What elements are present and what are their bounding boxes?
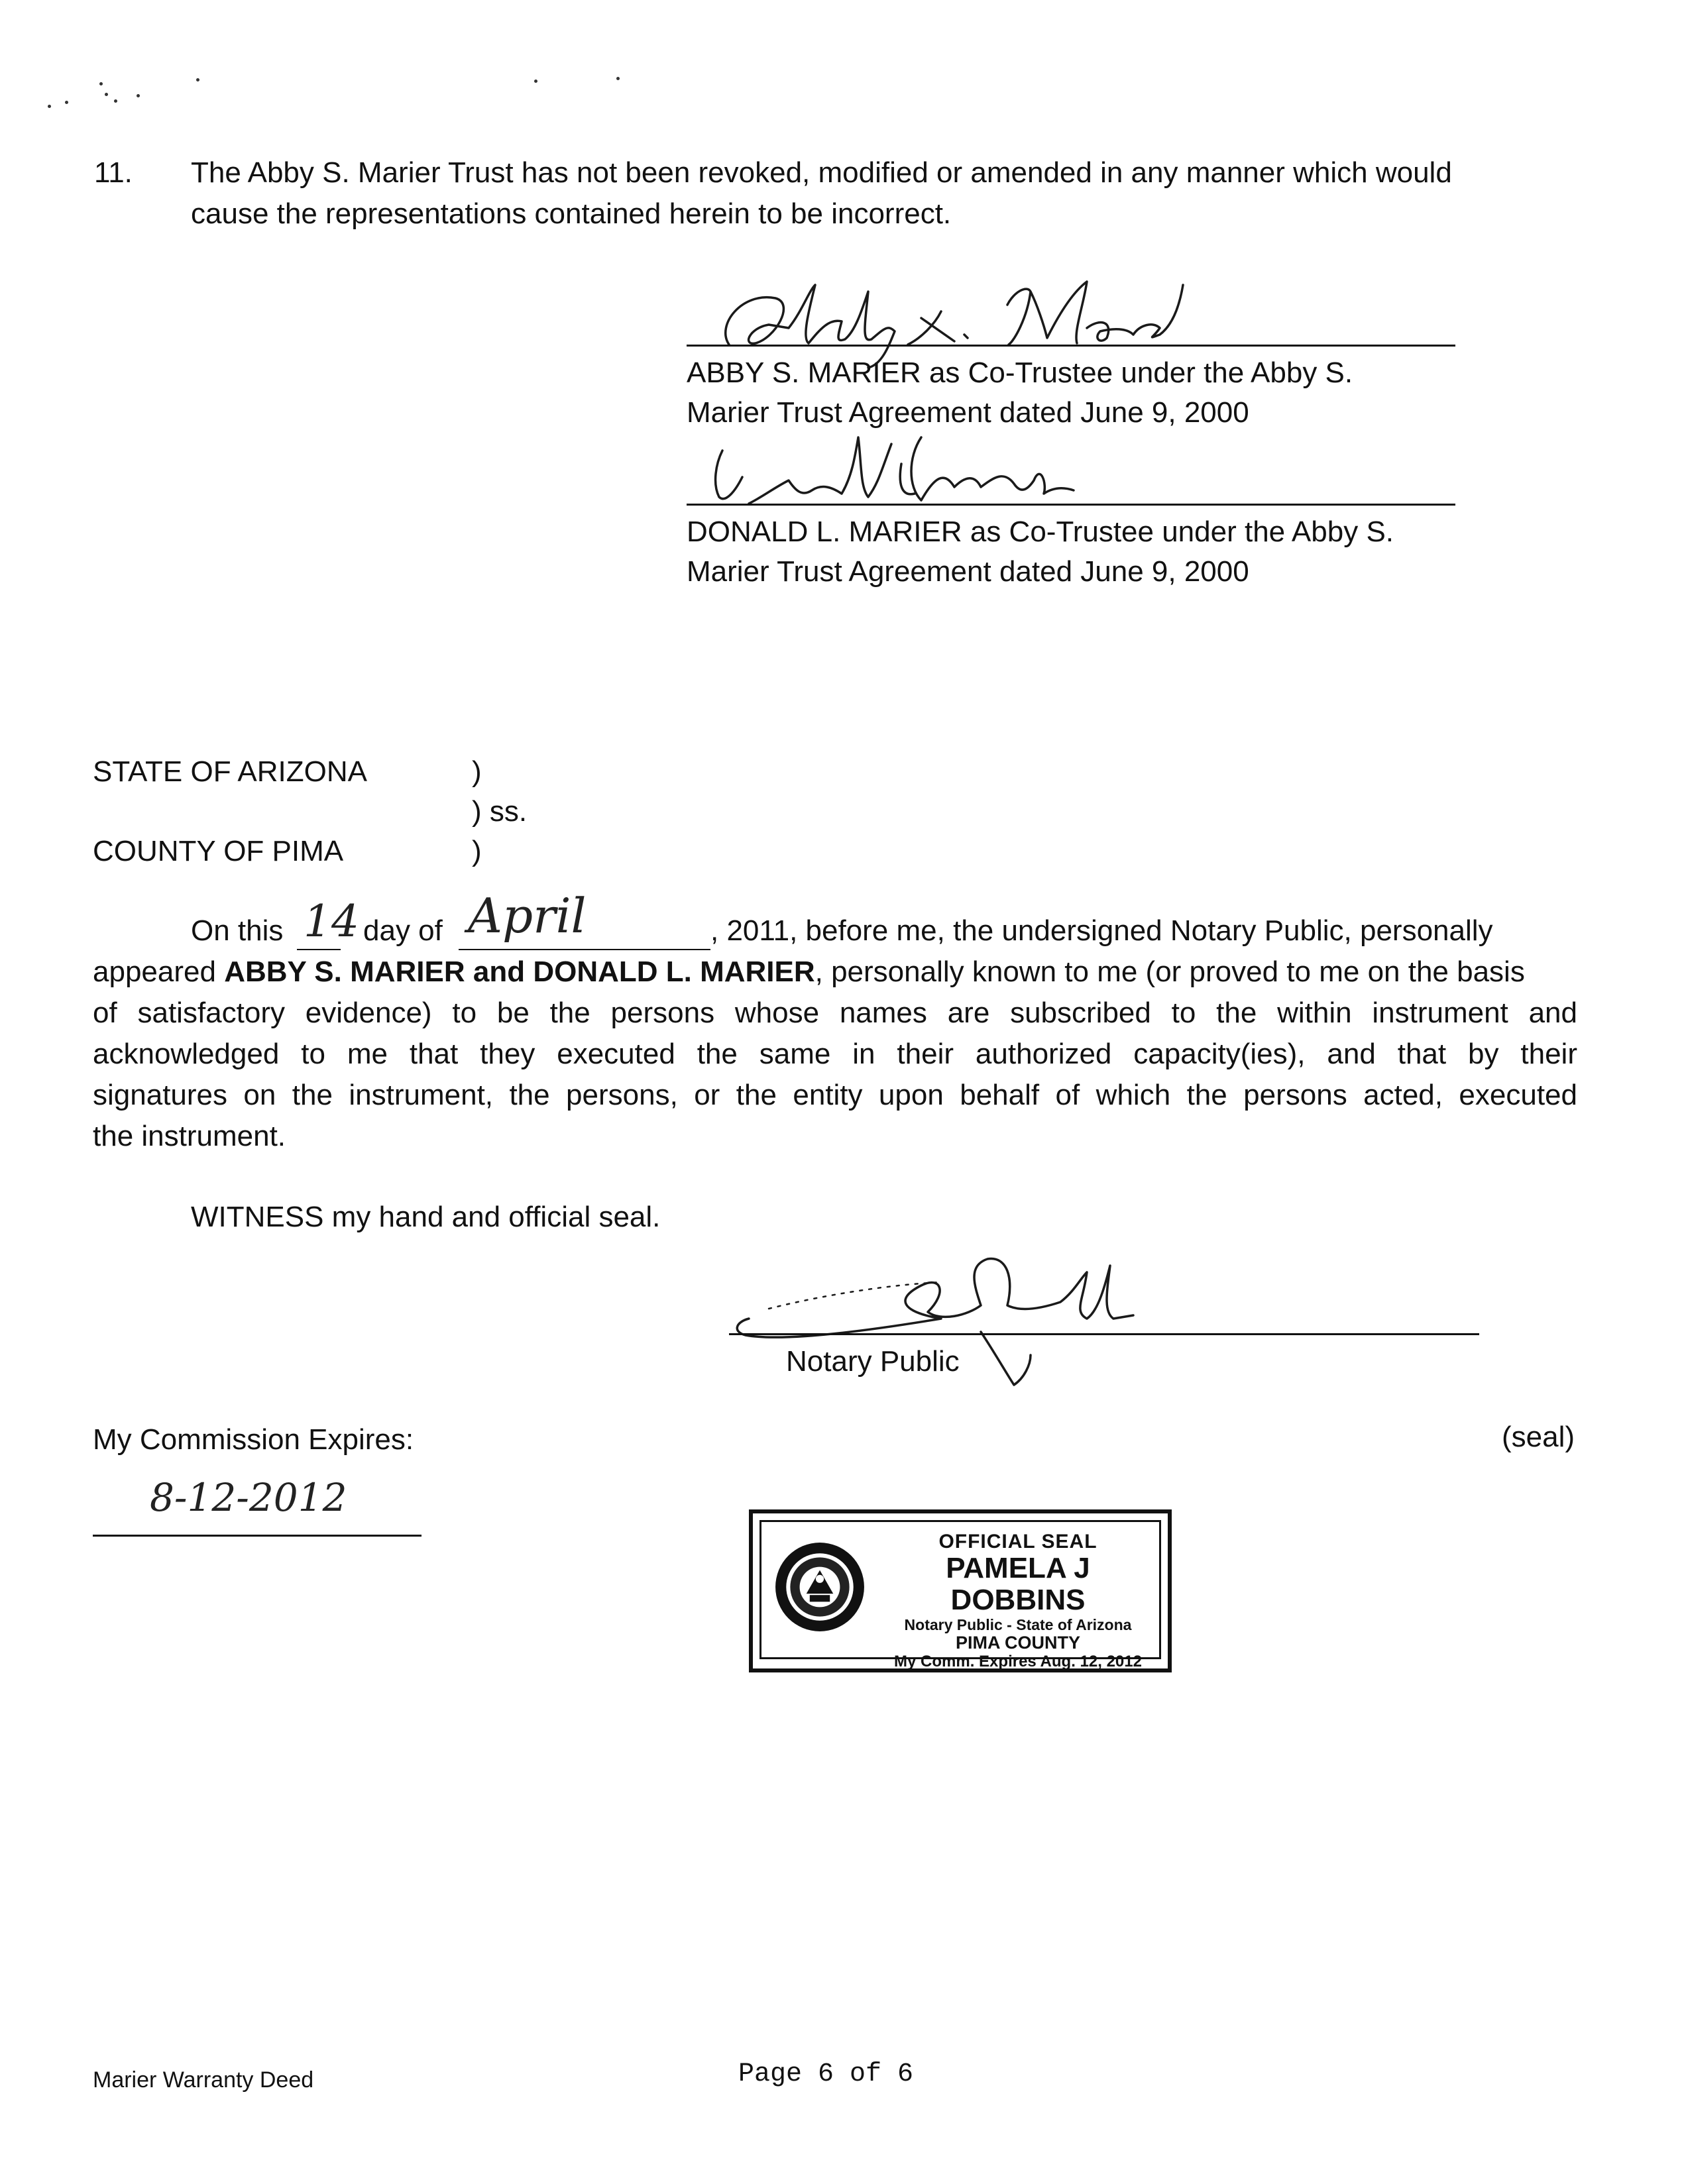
abby-signatory-line-1: ABBY S. MARIER as Co-Trustee under the Abby S. [687,356,1353,389]
ack-day-handwritten: 14 [304,896,359,947]
commission-date-handwritten: 8-12-2012 [150,1475,347,1520]
clause-text-line-1: The Abby S. Marier Trust has not been revoked, modified or amended in any manner which would [191,156,1452,189]
stamp-notary-state: Notary Public - State of Arizona [904,1615,1132,1633]
commission-date-line [93,1535,422,1537]
venue-county: COUNTY OF PIMA [93,835,344,867]
ack-line-2-tail: , personally known to me (or proved to me on the basis [815,956,1525,988]
stamp-expiration: My Comm. Expires Aug. 12, 2012 [894,1652,1142,1670]
ack-line-5: signatures on the instrument, the persons, or the entity upon behalf of which the persons acted, executed [93,1079,1577,1111]
ack-month-handwritten: April [468,888,587,944]
ack-on-this: On this [191,914,284,947]
abby-signatory-line-2: Marier Trust Agreement dated June 9, 2000 [687,396,1249,429]
stamp-title: OFFICIAL SEAL [938,1531,1097,1553]
donald-signature [702,424,1299,523]
donald-signatory-line-2: Marier Trust Agreement dated June 9, 2000 [687,555,1249,588]
stamp-name: PAMELA J DOBBINS [946,1552,1090,1617]
ack-line-4: acknowledged to me that they executed the same in their authorized capacity(ies), and that by their [93,1038,1577,1070]
ack-line-1-tail: , 2011, before me, the undersigned Notary Public, personally [710,914,1493,947]
ack-day-blank [297,949,341,950]
notary-stamp-text [879,1531,1157,1670]
venue-ss: ) ss. [472,795,528,828]
footer-page-number: Page 6 of 6 [738,2059,914,2089]
clause-number: 11. [94,156,133,189]
speck [48,105,51,108]
ack-names: ABBY S. MARIER and DONALD L. MARIER [224,956,815,988]
seal-label: (seal) [1502,1421,1575,1453]
speck [616,77,620,80]
ack-appeared [93,952,1525,993]
speck [65,101,68,104]
speck [99,82,103,85]
ack-day-of: day of [363,914,443,947]
venue-paren-bottom: ) [472,835,482,867]
ack-appeared-word: appeared [93,956,216,988]
venue-state: STATE OF ARIZONA [93,755,367,788]
witness-line: WITNESS my hand and official seal. [191,1201,661,1233]
ack-month-blank [459,949,710,950]
ack-line-6: the instrument. [93,1120,286,1152]
footer-document-title: Marier Warranty Deed [93,2067,314,2093]
clause-text-line-2: cause the representations contained herein to be incorrect. [191,197,952,230]
commission-label: My Commission Expires: [93,1423,414,1456]
speck [534,80,537,83]
venue-paren-top: ) [472,755,482,788]
speck [137,94,140,97]
speck [114,99,117,103]
speck [196,78,199,82]
speck [105,93,108,96]
ack-line-3: of satisfactory evidence) to be the persons whose names are subscribed to the within instrument and [93,997,1577,1029]
stamp-county: PIMA COUNTY [956,1633,1080,1653]
abby-signature-line [687,345,1455,347]
donald-signature-line [687,504,1455,506]
notary-signature-line [729,1333,1479,1335]
notary-stamp [749,1509,1172,1672]
notary-public-label: Notary Public [786,1345,960,1378]
state-seal-emblem [773,1540,867,1634]
donald-signatory-line-1: DONALD L. MARIER as Co-Trustee under the Abby S. [687,516,1394,548]
